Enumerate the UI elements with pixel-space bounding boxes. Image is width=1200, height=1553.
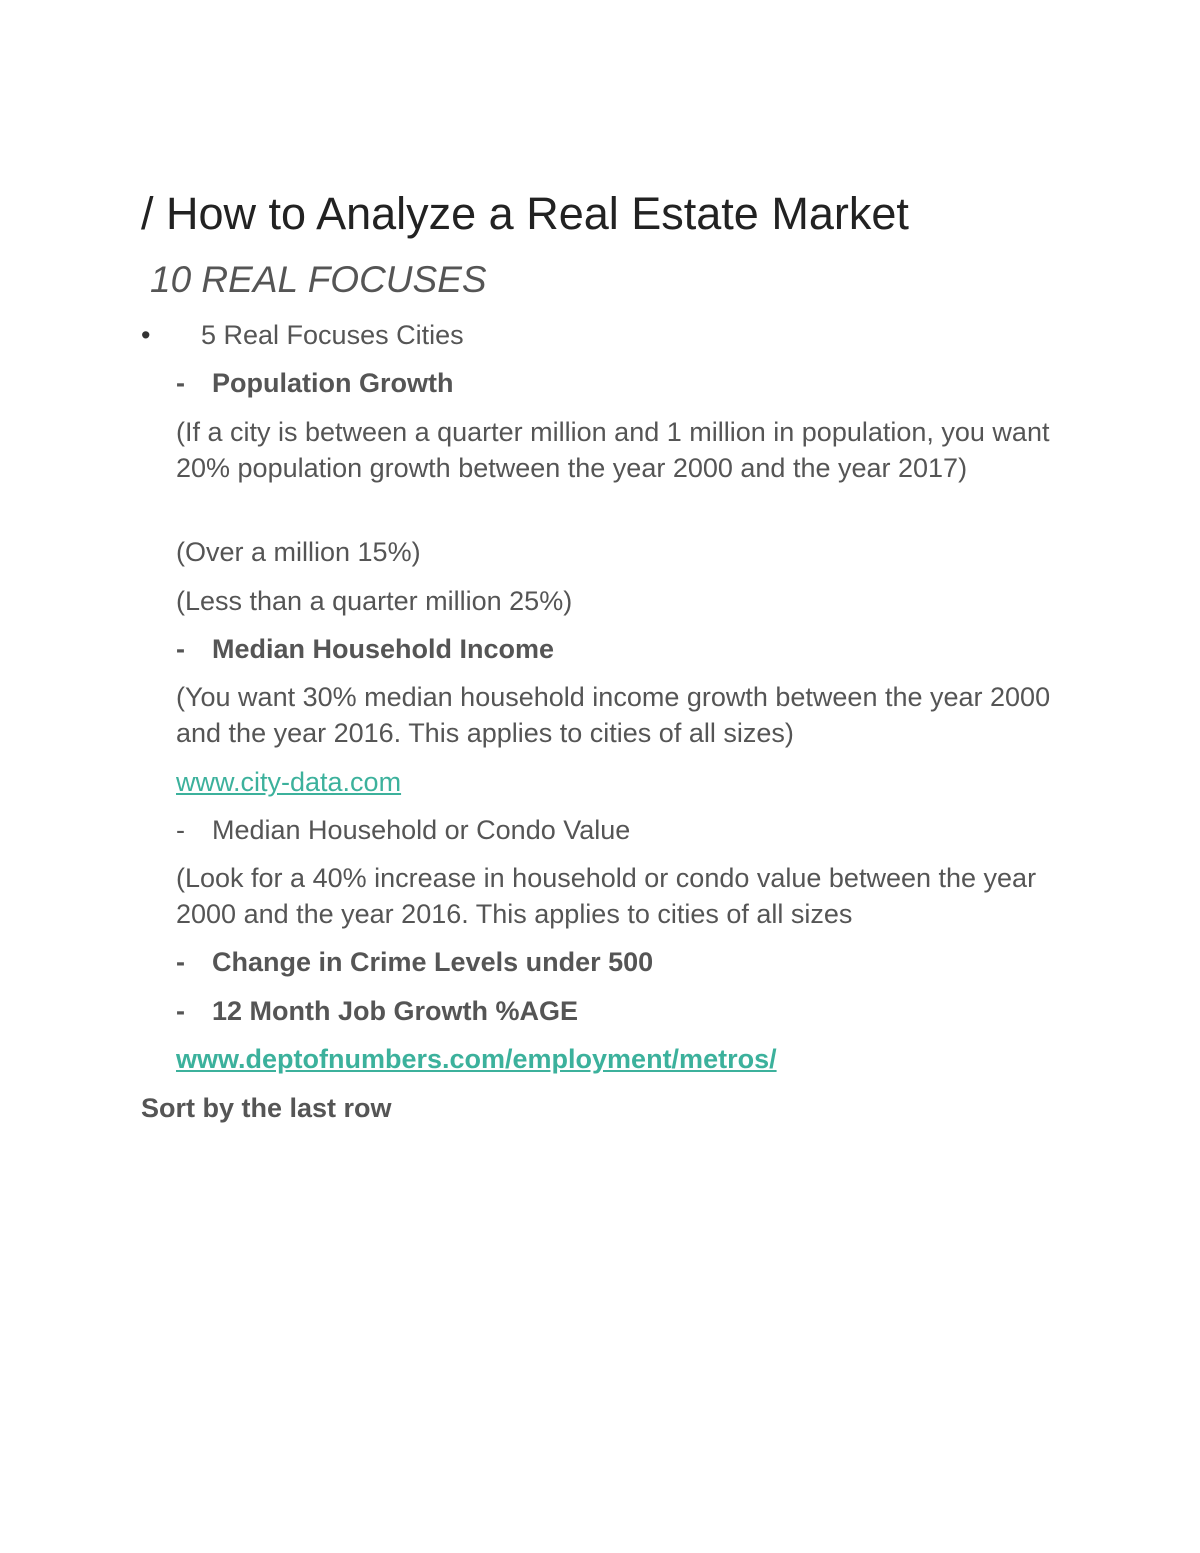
condo-value-note: (Look for a 40% increase in household or condo value between the year 2000 and the year 2016. This applies to cities of all sizes [176,863,1037,929]
population-under-quarter-million-note: (Less than a quarter million 25%) [176,586,573,616]
city-data-link[interactable]: www.city-data.com [176,767,402,797]
heading-text: 12 Month Job Growth %AGE [212,996,579,1026]
bullet-item [141,318,464,352]
dash-marker: - [176,996,185,1026]
dash-marker: - [176,368,185,398]
population-over-million-note: (Over a million 15%) [176,537,421,567]
population-growth-note: (If a city is between a quarter million and 1 million in population, you want 20% population growth between the year 2000 and the year 2017) [176,417,1050,483]
dash-marker: - [176,947,185,977]
heading-median-household-income [176,632,554,666]
heading-median-household-condo-value [176,813,630,847]
bullet-text: 5 Real Focuses Cities [201,320,464,350]
heading-crime-levels [176,945,653,979]
heading-text: Population Growth [212,368,454,398]
median-income-note: (You want 30% median household income growth between the year 2000 and the year 2016. This applies to cities of all sizes) [176,682,1051,748]
deptofnumbers-link[interactable]: www.deptofnumbers.com/employment/metros/ [176,1044,777,1074]
bullet-marker: • [141,320,151,350]
document-title: / How to Analyze a Real Estate Market [141,188,909,239]
heading-population-growth [176,366,453,400]
dash-marker: - [176,634,185,664]
heading-job-growth [176,994,578,1028]
dash-marker: - [176,815,185,845]
heading-text: Median Household Income [212,634,555,664]
heading-text: Median Household or Condo Value [212,815,631,845]
document-subtitle: 10 REAL FOCUSES [150,259,487,300]
footer-note: Sort by the last row [141,1093,392,1123]
heading-text: Change in Crime Levels under 500 [212,947,654,977]
